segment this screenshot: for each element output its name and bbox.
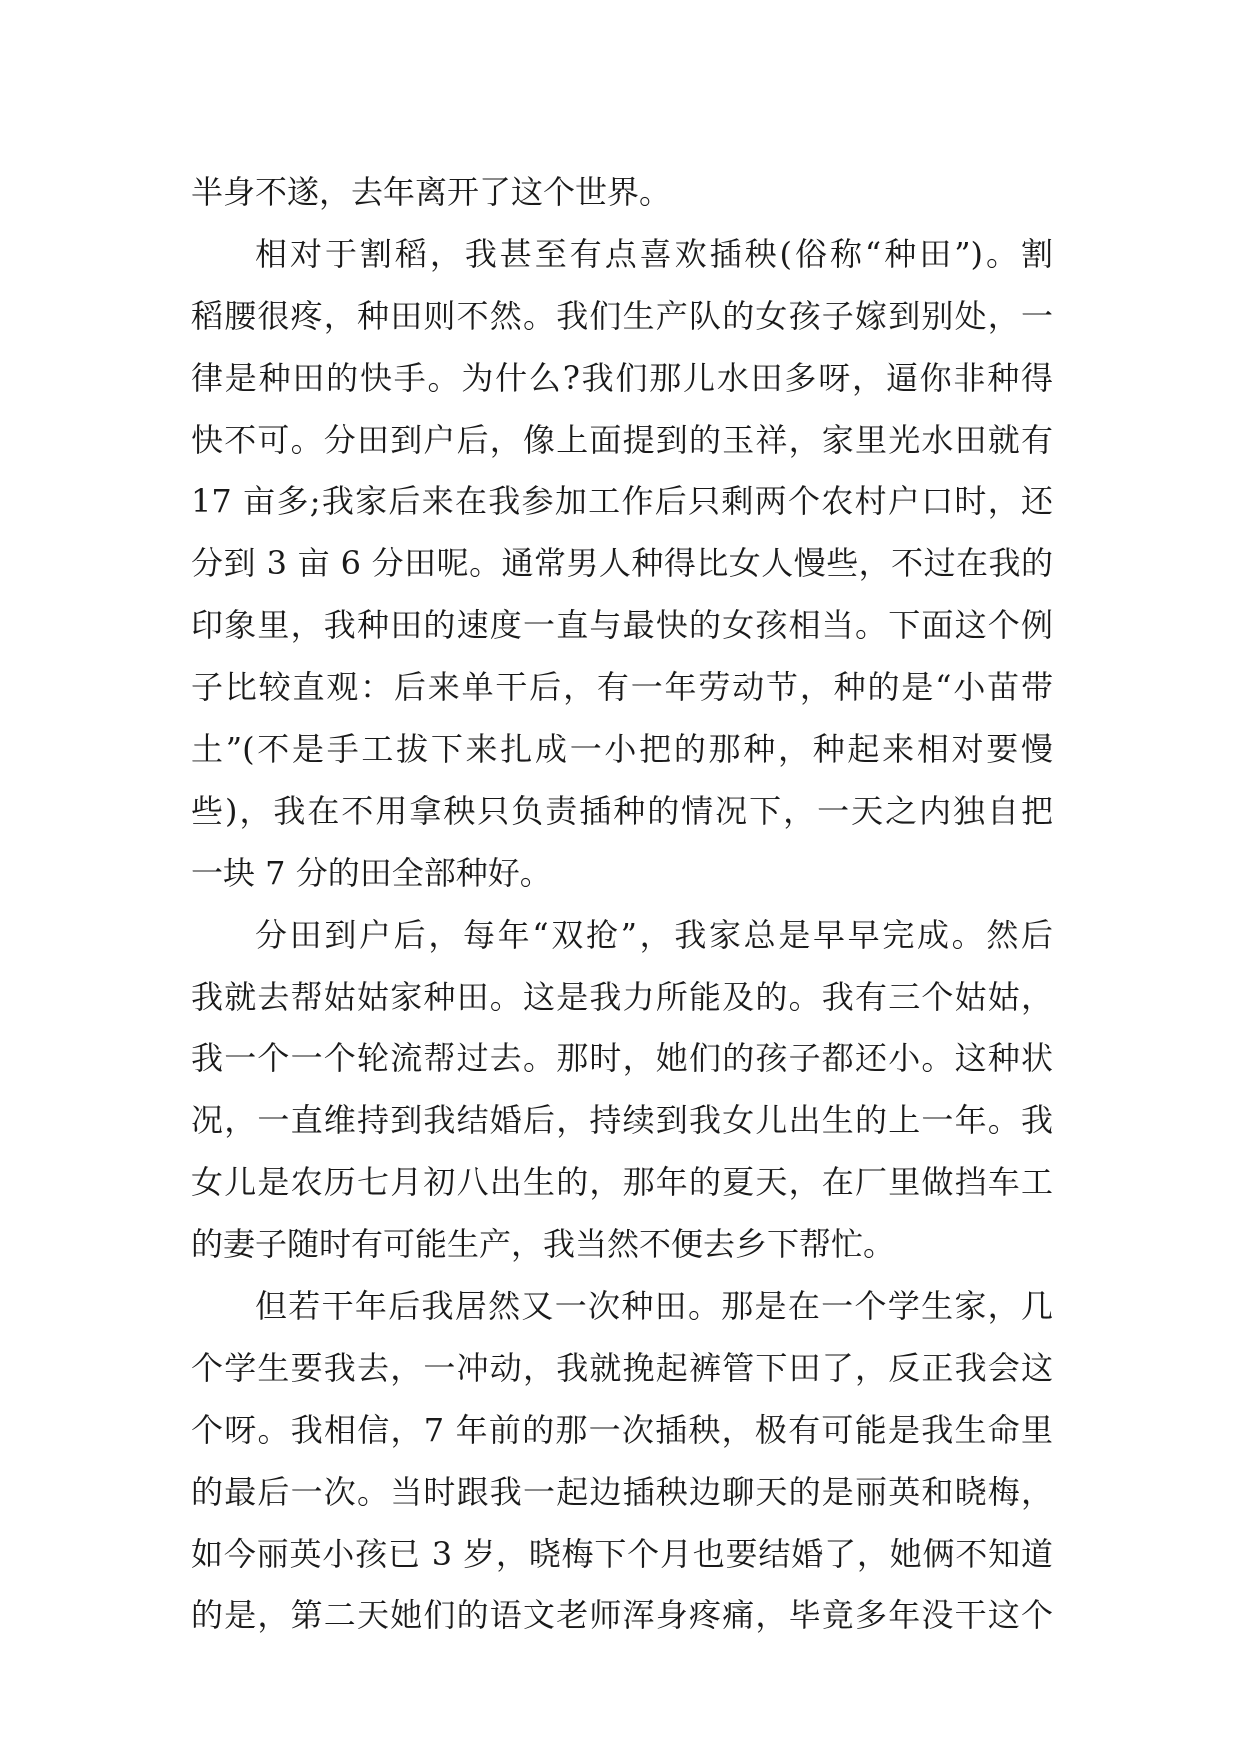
text-line: 半身不遂，去年离开了这个世界。 — [191, 173, 672, 211]
text-line: 子比较直观：后来单干后，有一年劳动节，种的是“小苗带 — [191, 668, 1053, 707]
text-line: 个学生要我去，一冲动，我就挽起裤管下田了，反正我会这 — [191, 1348, 1053, 1387]
text-line: 土”(不是手工拔下来扎成一小把的那种，种起来相对要慢 — [191, 730, 1053, 769]
text-line: 印象里，我种田的速度一直与最快的女孩相当。下面这个例 — [191, 606, 1053, 645]
text-line: 稻腰很疼，种田则不然。我们生产队的女孩子嫁到别处，一 — [191, 296, 1053, 335]
text-line: 如今丽英小孩已 3 岁，晓梅下个月也要结婚了，她俩不知道 — [191, 1534, 1053, 1573]
text-line: 一块 7 分的田全部种好。 — [191, 853, 552, 892]
text-line: 快不可。分田到户后，像上面提到的玉祥，家里光水田就有 — [191, 420, 1053, 459]
paragraph-first-line: 相对于割稻，我甚至有点喜欢插秧(俗称“种田”)。割 — [255, 234, 1053, 273]
text-line: 我就去帮姑姑家种田。这是我力所能及的。我有三个姑姑， — [191, 977, 1053, 1016]
text-line: 律是种田的快手。为什么?我们那儿水田多呀，逼你非种得 — [191, 358, 1053, 397]
body-text — [191, 162, 1053, 1647]
paragraph-first-line: 但若干年后我居然又一次种田。那是在一个学生家，几 — [255, 1287, 1053, 1326]
text-line: 些)，我在不用拿秧只负责插种的情况下，一天之内独自把 — [191, 791, 1053, 830]
text-line: 分到 3 亩 6 分田呢。通常男人种得比女人慢些，不过在我的 — [191, 544, 1053, 583]
text-line: 17 亩多;我家后来在我参加工作后只剩两个农村户口时，还 — [191, 482, 1053, 521]
text-line: 的最后一次。当时跟我一起边插秧边聊天的是丽英和晓梅， — [191, 1472, 1053, 1511]
text-line: 况，一直维持到我结婚后，持续到我女儿出生的上一年。我 — [191, 1101, 1053, 1140]
text-line: 女儿是农历七月初八出生的，那年的夏天，在厂里做挡车工 — [191, 1163, 1053, 1202]
text-line: 的妻子随时有可能生产，我当然不便去乡下帮忙。 — [191, 1225, 896, 1264]
text-line: 我一个一个轮流帮过去。那时，她们的孩子都还小。这种状 — [191, 1039, 1053, 1078]
paragraph-first-line: 分田到户后，每年“双抢”，我家总是早早完成。然后 — [255, 915, 1053, 954]
text-line: 的是，第二天她们的语文老师浑身疼痛，毕竟多年没干这个 — [191, 1596, 1053, 1635]
text-line: 个呀。我相信，7 年前的那一次插秧，极有可能是我生命里 — [191, 1410, 1053, 1449]
